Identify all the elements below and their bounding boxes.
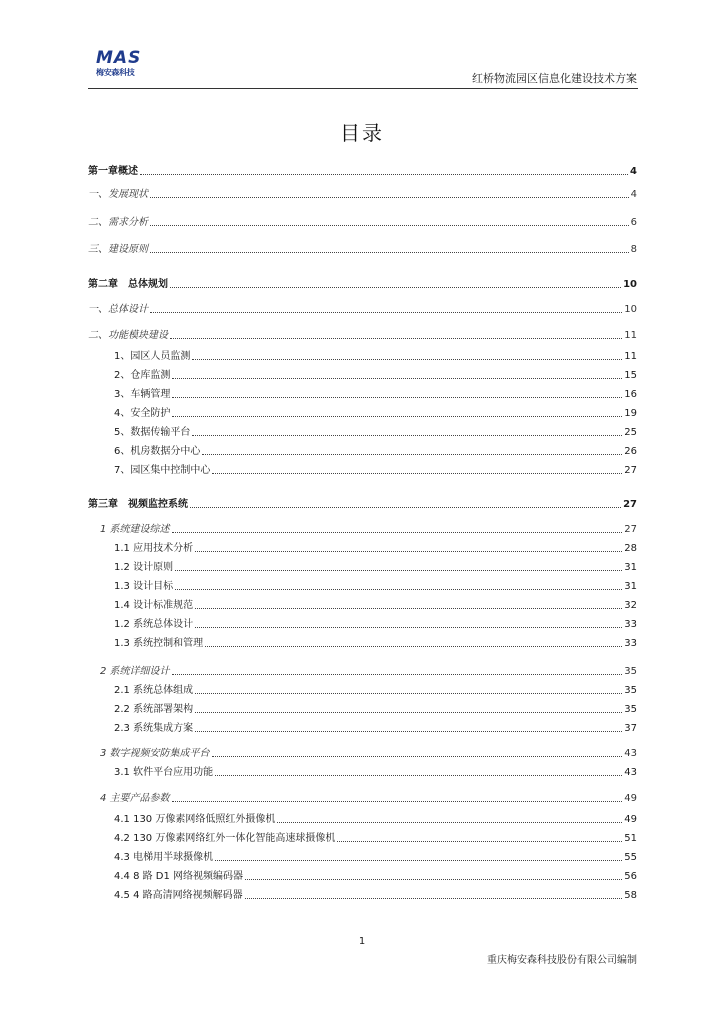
toc-entry-label: 三、建设原则 [88, 244, 148, 255]
toc-leader-dots [140, 173, 628, 175]
toc-entry[interactable] [114, 702, 637, 716]
toc-leader-dots [192, 434, 622, 436]
toc-entry[interactable] [114, 463, 637, 477]
toc-entry[interactable] [114, 636, 637, 650]
toc-entry-label: 4.1 130 万像素网络低照红外摄像机 [114, 814, 276, 825]
toc-entry-label: 一、发展现状 [88, 189, 148, 200]
toc-entry-label: 二、功能模块建设 [88, 330, 168, 341]
toc-leader-dots [195, 550, 622, 552]
header-title: 红桥物流园区信息化建设技术方案 [472, 72, 637, 85]
company-logo [96, 50, 142, 78]
toc-entry[interactable] [88, 328, 637, 342]
toc-entry-page: 26 [624, 446, 637, 457]
toc-leader-dots [212, 472, 622, 474]
toc-entry-label: 1.3 系统控制和管理 [114, 638, 204, 649]
toc-entry-label: 4.3 电梯用半球摄像机 [114, 852, 214, 863]
toc-leader-dots [202, 453, 622, 455]
toc-entry[interactable] [114, 869, 637, 883]
toc-entry[interactable] [88, 164, 637, 178]
toc-leader-dots [195, 607, 622, 609]
toc-entry-page: 10 [624, 304, 637, 315]
toc-entry-label: 7、园区集中控制中心 [114, 465, 211, 476]
toc-entry[interactable] [100, 791, 637, 805]
toc-entry-page: 51 [624, 833, 637, 844]
toc-leader-dots [195, 626, 622, 628]
header-rule [88, 88, 638, 89]
toc-entry-page: 56 [624, 871, 637, 882]
toc-entry[interactable] [88, 277, 637, 291]
toc-entry-label: 第三章 视频监控系统 [88, 499, 188, 510]
toc-entry-page: 27 [624, 465, 637, 476]
toc-leader-dots [150, 196, 629, 198]
toc-entry-label: 2、仓库监测 [114, 370, 171, 381]
toc-entry[interactable] [114, 812, 637, 826]
toc-entry-page: 4 [630, 166, 637, 177]
toc-leader-dots [150, 224, 629, 226]
toc-leader-dots [172, 531, 623, 533]
toc-leader-dots [215, 859, 622, 861]
toc-leader-dots [172, 415, 622, 417]
toc-entry[interactable] [114, 541, 637, 555]
toc-entry[interactable] [100, 522, 637, 536]
toc-entry-label: 3.1 软件平台应用功能 [114, 767, 214, 778]
toc-leader-dots [277, 821, 622, 823]
toc-leader-dots [192, 358, 622, 360]
toc-entry-page: 43 [624, 748, 637, 759]
toc-leader-dots [170, 337, 622, 339]
toc-entry-page: 33 [624, 638, 637, 649]
toc-entry-label: 2 系统详细设计 [100, 666, 170, 677]
toc-entry[interactable] [114, 368, 637, 382]
toc-entry-page: 31 [624, 562, 637, 573]
toc-leader-dots [172, 396, 622, 398]
toc-leader-dots [195, 711, 622, 713]
toc-entry-label: 一、总体设计 [88, 304, 148, 315]
toc-entry-label: 第二章 总体规划 [88, 279, 168, 290]
toc-entry-label: 3、车辆管理 [114, 389, 171, 400]
toc-entry[interactable] [114, 406, 637, 420]
toc-entry-page: 10 [623, 279, 637, 290]
toc-entry-page: 35 [624, 685, 637, 696]
toc-entry-label: 4.5 4 路高清网络视频解码器 [114, 890, 243, 901]
toc-leader-dots [172, 377, 622, 379]
toc-leader-dots [175, 569, 622, 571]
toc-entry[interactable] [88, 497, 637, 511]
toc-leader-dots [150, 251, 629, 253]
toc-entry-label: 1 系统建设综述 [100, 524, 170, 535]
toc-entry-label: 二、需求分析 [88, 217, 148, 228]
toc-entry[interactable] [114, 765, 637, 779]
toc-leader-dots [195, 730, 622, 732]
toc-leader-dots [337, 840, 622, 842]
toc-entry[interactable] [114, 598, 637, 612]
toc-entry-label: 1.1 应用技术分析 [114, 543, 194, 554]
toc-leader-dots [190, 506, 621, 508]
toc-entry-label: 2.3 系统集成方案 [114, 723, 194, 734]
toc-entry-page: 55 [624, 852, 637, 863]
toc-entry-page: 35 [624, 704, 637, 715]
toc-entry-page: 16 [624, 389, 637, 400]
toc-entry-label: 4 主要产品参数 [100, 793, 170, 804]
toc-entry[interactable] [114, 579, 637, 593]
toc-leader-dots [195, 692, 622, 694]
toc-leader-dots [175, 588, 622, 590]
toc-entry-page: 6 [630, 217, 637, 228]
toc-leader-dots [245, 878, 622, 880]
toc-entry[interactable] [88, 302, 637, 316]
toc-entry[interactable] [114, 444, 637, 458]
toc-entry[interactable] [114, 850, 637, 864]
toc-leader-dots [172, 673, 623, 675]
toc-entry[interactable] [114, 617, 637, 631]
toc-entry-label: 1.3 设计目标 [114, 581, 174, 592]
toc-entry-page: 49 [624, 793, 637, 804]
toc-entry[interactable] [88, 215, 637, 229]
toc-entry[interactable] [88, 187, 637, 201]
toc-entry-page: 37 [624, 723, 637, 734]
toc-entry-label: 1.2 设计原则 [114, 562, 174, 573]
toc-entry-page: 35 [624, 666, 637, 677]
toc-entry-page: 43 [624, 767, 637, 778]
toc-leader-dots [205, 645, 622, 647]
toc-entry-label: 1、园区人员监测 [114, 351, 191, 362]
toc-entry[interactable] [114, 721, 637, 735]
toc-entry-page: 19 [624, 408, 637, 419]
toc-entry[interactable] [114, 560, 637, 574]
toc-entry-label: 2.2 系统部署架构 [114, 704, 194, 715]
toc-leader-dots [212, 755, 623, 757]
toc-leader-dots [150, 311, 622, 313]
toc-entry-label: 4、安全防护 [114, 408, 171, 419]
toc-entry-page: 58 [624, 890, 637, 901]
toc-entry-page: 33 [624, 619, 637, 630]
page-number: 1 [358, 936, 366, 947]
logo-mark: MAS [96, 48, 142, 68]
toc-entry-page: 49 [624, 814, 637, 825]
toc-entry[interactable] [100, 746, 637, 760]
toc-entry[interactable] [114, 387, 637, 401]
toc-entry-label: 2.1 系统总体组成 [114, 685, 194, 696]
toc-entry[interactable] [100, 664, 637, 678]
toc-entry[interactable] [88, 242, 637, 256]
toc-entry-page: 15 [624, 370, 637, 381]
logo-text: 梅安森科技 [96, 68, 135, 77]
toc-leader-dots [245, 897, 623, 899]
toc-entry-page: 32 [624, 600, 637, 611]
toc-entry-page: 11 [624, 330, 637, 341]
toc-entry-page: 28 [624, 543, 637, 554]
toc-entry[interactable] [114, 888, 637, 902]
toc-entry-label: 1.4 设计标准规范 [114, 600, 194, 611]
toc-entry-page: 4 [630, 189, 637, 200]
page-title: 目录 [340, 121, 384, 145]
toc-leader-dots [170, 286, 621, 288]
toc-leader-dots [215, 774, 622, 776]
toc-entry-label: 3 数字视频安防集成平台 [100, 748, 210, 759]
toc-entry-page: 8 [630, 244, 637, 255]
toc-entry-label: 1.2 系统总体设计 [114, 619, 194, 630]
toc-leader-dots [172, 800, 623, 802]
toc-entry-label: 5、数据传输平台 [114, 427, 191, 438]
toc-entry-label: 4.4 8 路 D1 网络视频编码器 [114, 871, 244, 882]
footer-note: 重庆梅安森科技股份有限公司编制 [487, 955, 637, 966]
toc-entry[interactable] [114, 831, 637, 845]
toc-entry-page: 11 [624, 351, 637, 362]
toc-entry-page: 31 [624, 581, 637, 592]
toc-entry-label: 4.2 130 万像素网络红外一体化智能高速球摄像机 [114, 833, 336, 844]
toc-entry[interactable] [114, 683, 637, 697]
toc-entry-page: 27 [624, 524, 637, 535]
toc-entry-page: 25 [624, 427, 637, 438]
toc-entry-label: 6、机房数据分中心 [114, 446, 201, 457]
toc-entry-page: 27 [623, 499, 637, 510]
toc-entry[interactable] [114, 425, 637, 439]
toc-entry-label: 第一章概述 [88, 166, 138, 177]
toc-entry[interactable] [114, 349, 637, 363]
